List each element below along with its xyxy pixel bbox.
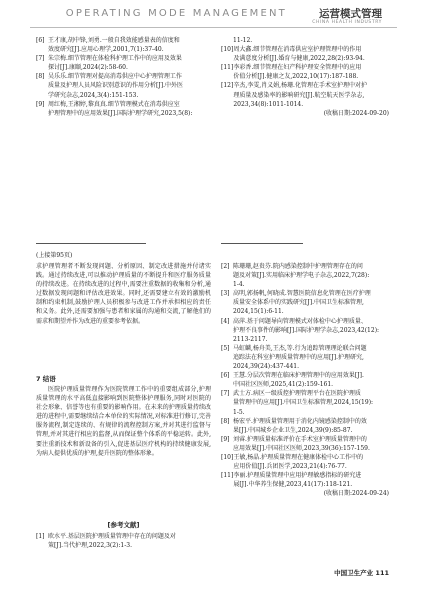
reference-line: 周大鑫.细节管理在消毒供应室护理管理中的作用 xyxy=(233,46,362,54)
reference-line: 质量及护理人员风险识别意识的作用分析[J].中外医 xyxy=(48,82,183,90)
reference-number: [6] xyxy=(36,37,45,44)
reference-text xyxy=(233,453,393,471)
reference-text xyxy=(233,63,393,81)
reference-entry xyxy=(36,532,211,550)
reference-number: [6] xyxy=(221,372,230,380)
reference-number: [5] xyxy=(221,344,230,352)
reference-line: 中国社区医师,2025,41(2):159-161. xyxy=(233,381,334,389)
reference-text xyxy=(48,100,211,118)
reference-number: [10] xyxy=(221,46,234,54)
reference-line: 马虹麟,杨舟美,王杰,等.行为追踪管理理论联合问题 xyxy=(233,344,367,352)
reference-line: 护理管理中的应用效果[J].国际护理学研究,2023,5(8): xyxy=(48,109,193,117)
reference-line: 题及对策[J].实用临床护理学电子杂志,2022,7(28): xyxy=(233,272,370,280)
reference-line: 效度研究[J].应用心理学,2001,7(1):37-40. xyxy=(48,46,164,54)
reference-line: 朱宗梅.细节管理在体检科护理工作中的应用及效果 xyxy=(48,55,182,63)
reference-text xyxy=(233,45,393,63)
reference-number: [11] xyxy=(221,472,234,480)
reference-entry xyxy=(221,389,393,416)
received-date: (收稿日期:2024-09-24) xyxy=(323,490,389,498)
reference-line: 刘睿.护理质量标准评价在手术室护理质量管理中的 xyxy=(233,435,367,443)
reference-entry xyxy=(36,36,211,54)
reference-text xyxy=(48,36,211,54)
page-header xyxy=(0,0,427,30)
section-heading-conclusion: 7 结语 xyxy=(36,375,56,383)
reference-text xyxy=(233,435,393,453)
reference-line: 及满意度分析[J].婚育与健康,2022,28(2):93-94. xyxy=(233,55,365,63)
reference-text xyxy=(233,389,393,416)
body-paragraph-1: 求护理管理者不断发现问题、分析原因、制定改进措施并付诸实践。通过持续改进,可以推动护理质量的不断提升和医疗服务质量的持续改进。在持续改进的过程中,需要注重数据的收集和分析,通过数据发现问题和评估改进效果。同时,还需要建立有效的激励机制和约束机制,鼓励护理人员积极参与改进工作并承担相应的责任和义务。此外,还需要加强与患者和家属的沟通和交流,了解他们的需求和期望并作为改进的重要参考依据。 xyxy=(36,263,211,325)
reference-line: 1-5. xyxy=(233,408,245,416)
reference-line: 量管理中的应用[J].中国卫生标准管理,2024,15(19): xyxy=(233,399,374,407)
journal-column-title-en: OPERATING MODE MANAGEMENT xyxy=(65,8,287,19)
reference-line: 辛杰,李雯,肖义娟,杨珊.化管理在手术室护理中对护 xyxy=(233,82,367,90)
continued-from-note: (上接第95页) xyxy=(36,252,73,259)
reference-line: 展[J].中华养生保健,2023,41(17):118-121. xyxy=(233,481,353,489)
reference-number: [8] xyxy=(36,73,45,81)
left-references xyxy=(36,532,211,550)
reference-entry xyxy=(36,72,211,99)
references-heading: [参考文献] xyxy=(107,521,140,529)
reference-text xyxy=(233,81,393,108)
journal-subtitle: CHINA HEALTH INDUSTRY xyxy=(312,20,382,25)
reference-text xyxy=(48,72,211,99)
reference-line: 价值分析[J].健康之友,2022,10(17):187-188. xyxy=(233,73,359,81)
reference-number: [2] xyxy=(221,263,230,270)
reference-text xyxy=(233,317,393,344)
reference-number: [11] xyxy=(221,64,234,72)
reference-line: 欧水平.基层医院护理质量管理中存在的问题及对 xyxy=(48,533,176,540)
reference-text xyxy=(233,344,393,371)
reference-number: [10] xyxy=(221,453,234,461)
journal-column-title-cn: 运营模式管理 xyxy=(319,8,382,20)
reference-line: 护理不良事件的影响[J].国际护理学杂志,2023,42(12): xyxy=(233,326,380,334)
reference-number: [8] xyxy=(221,417,230,425)
reference-line: 理质量及感染率的影响研究[J].航空航天医学杂志, xyxy=(233,91,365,99)
reference-line: 2023,34(8):1011-1014. xyxy=(233,100,304,108)
reference-line: 2024,39(24):437-441. xyxy=(233,363,299,371)
reference-line: 周红梅,王湘婷,黎真真.细节管理模式在消毒供应室 xyxy=(48,100,180,108)
reference-line: 策[J].当代护理,2022,3(2):1-3. xyxy=(48,542,132,550)
reference-line: 探讨[J].康颐,2024(2):58-60. xyxy=(48,64,128,72)
reference-number: [3] xyxy=(221,290,230,298)
reference-entry xyxy=(221,45,393,63)
reference-entry xyxy=(221,453,393,471)
reference-text xyxy=(48,54,211,72)
reference-entry xyxy=(221,344,393,371)
reference-number: [12] xyxy=(221,82,234,90)
reference-line: 2113-2117. xyxy=(233,335,268,343)
reference-line: 11-12. xyxy=(233,37,253,44)
reference-number: [1] xyxy=(36,533,45,540)
reference-entry xyxy=(221,289,393,316)
reference-entry xyxy=(221,36,393,45)
reference-line: 追踪法在科室护理质量管理中的应用[J].护理研究, xyxy=(233,353,364,361)
reference-line: 王慧.分层次管理在临床护理管理中的应用效果[J]. xyxy=(233,372,364,380)
reference-line: 陈珊珊,赵贵芬.院内感染控制中护理管理存在的问 xyxy=(233,263,363,270)
reference-text xyxy=(48,532,211,550)
reference-line: 李彩香.细节管理在妇产科护理安全管理中的应用 xyxy=(233,64,362,72)
reference-text xyxy=(233,36,393,45)
received-date: (收稿日期:2024-09-20) xyxy=(323,109,389,117)
reference-line: 学研究杂志,2024,3(4):151-153. xyxy=(48,91,139,99)
reference-line: 王敏,杨晶.护理质量管理在健康体检中心工作中的 xyxy=(233,453,364,461)
reference-line: 应用价值[J].兵团医学,2023,21(4):76-77. xyxy=(233,463,347,471)
reference-text xyxy=(233,417,393,435)
body-paragraph-2: 医院护理质量管理作为医院管理工作中的重要组成部分,护理质量管理的水平高低直接影响到医院整体护理服务,同时对医院的社会形象、信誉等也有重要的影响作用。在未来的护理质量持续改进的进程中,需要继续结合本单位的实际情况,对标准进行修订,完善服务流程,制定连续的、有规律的流程控制方案,并对其进行监督与管理,并对其进行相应的监督,从而保证整个体系的平稳运转。此外,要注重新技术和新设备的引入,促进基层医疗机构的持续健康发展,为病人提供优质的护理,提升医院的整体形象。 xyxy=(36,386,211,457)
reference-number: [7] xyxy=(221,390,230,398)
reference-entry xyxy=(221,262,393,289)
article-divider-right xyxy=(221,243,303,244)
article-divider-left xyxy=(36,243,146,244)
reference-text xyxy=(233,262,393,289)
reference-entry xyxy=(36,54,211,72)
reference-line: 王才康,胡中锋,刘勇.一般自我效能感量表的信度和 xyxy=(48,37,180,44)
top-left-references xyxy=(36,36,211,118)
reference-line: 武士方.病区一级质控护理管理平台在医院护理质 xyxy=(233,390,361,398)
reference-number: [4] xyxy=(221,317,230,325)
reference-number: [7] xyxy=(36,55,45,63)
reference-number xyxy=(221,36,233,45)
reference-line: 高萍.基于问题导向管理模式对体检中心护理质量、 xyxy=(233,317,367,325)
reference-entry xyxy=(221,81,393,108)
reference-line: 吴乐乐.细节管理对提高消毒供应中心护理管理工作 xyxy=(48,73,182,81)
reference-line: 李丽.护理质量管理中应用护理敏感指标的研究进 xyxy=(233,472,362,480)
reference-line: 杨宏平.护理质量管理用于消化内镜感染控制中的效 xyxy=(233,417,367,425)
reference-line: 质量安全体系中的实践研究[J].中国卫生标准管理, xyxy=(233,299,364,307)
reference-line: 1-4. xyxy=(233,281,245,289)
reference-entry xyxy=(221,317,393,344)
reference-line: 应用效果[J].中国社区医师,2023,39(36):157-159. xyxy=(233,444,370,452)
reference-entry xyxy=(36,100,211,118)
reference-line: 果[J].中国城乡企业卫生,2024,39(9):85-87. xyxy=(233,426,353,434)
reference-entry xyxy=(221,417,393,435)
right-references xyxy=(221,262,393,498)
reference-text xyxy=(233,471,393,489)
reference-entry xyxy=(221,63,393,81)
top-right-references xyxy=(221,36,393,118)
reference-line: 2024,15(1):6-11. xyxy=(233,308,284,316)
reference-text xyxy=(233,289,393,316)
page-footer: 中国卫生产业 111 xyxy=(334,569,389,577)
reference-text xyxy=(233,371,393,389)
header-rule xyxy=(30,27,397,28)
reference-number: [9] xyxy=(36,100,45,108)
reference-number: [9] xyxy=(221,435,230,443)
reference-line: 高明,郭扬帆,何晓成.智慧医院信息化管理在医疗护理 xyxy=(233,290,371,298)
reference-entry xyxy=(221,371,393,389)
reference-entry xyxy=(221,471,393,489)
reference-entry xyxy=(221,435,393,453)
